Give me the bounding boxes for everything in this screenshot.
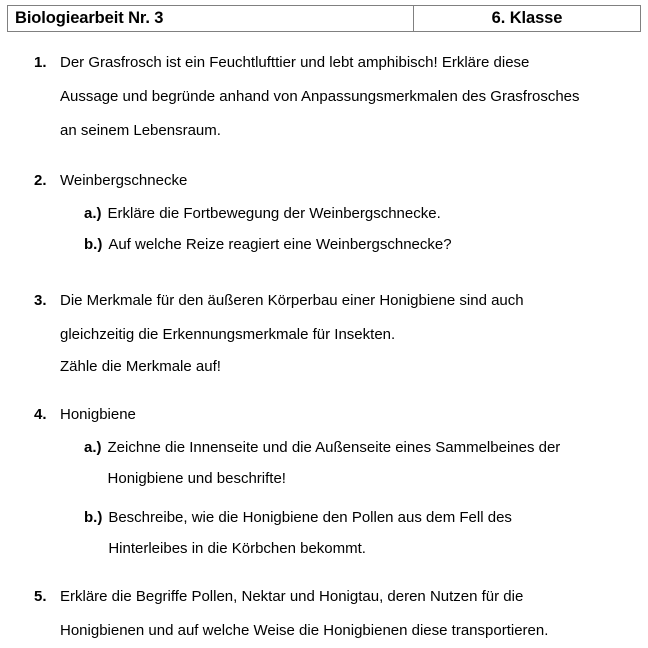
subitem-2a: [84, 198, 648, 229]
question-item-2: [0, 164, 648, 260]
subitem-text: [108, 502, 648, 564]
question-item-3: [0, 284, 648, 382]
spacer: [0, 148, 648, 164]
question-line: gleichzeitig die Erkennungsmerkmale für Insekten.: [60, 326, 396, 343]
question-item-5: [0, 580, 648, 648]
question-number-4: 4.: [34, 406, 47, 423]
subitem-line: Auf welche Reize reagiert eine Weinbergschnecke?: [108, 236, 452, 253]
question-line: Aussage und begründe anhand von Anpassungsmerkmalen des Grasfrosches: [60, 88, 580, 105]
subitem-4a: [84, 432, 648, 494]
subitem-label: b.): [84, 509, 103, 526]
spacer: [0, 564, 648, 580]
question-line: an seinem Lebensraum.: [60, 122, 221, 139]
question-line: Zähle die Merkmale auf!: [60, 358, 221, 375]
subitem-line: Zeichne die Innenseite und die Außenseite eines Sammelbeines der: [107, 439, 561, 456]
question-item-1: [0, 46, 648, 148]
question-line: Weinbergschnecke: [60, 172, 188, 189]
header-cell-subject: [8, 6, 413, 31]
worksheet-header-table: [7, 5, 641, 32]
question-line: Erkläre die Begriffe Pollen, Nektar und Honigtau, deren Nutzen für die: [60, 588, 524, 605]
subitem-text: [108, 198, 648, 229]
subitem-line: Honigbiene und beschrifte!: [107, 470, 286, 487]
subitem-2b: [84, 229, 648, 260]
subitem-text: [108, 229, 648, 260]
worksheet-grade: 6. Klasse: [491, 9, 563, 27]
question-text-4: [60, 398, 648, 432]
question-list: [0, 46, 648, 648]
spacer: [0, 260, 648, 284]
subitem-label: a.): [84, 439, 102, 456]
question-text-2: [60, 164, 648, 198]
subitem-line: Erkläre die Fortbewegung der Weinbergschnecke.: [107, 205, 441, 222]
question-item-4: [0, 398, 648, 564]
question-number-2: 2.: [34, 172, 47, 189]
subitem-4b: [84, 502, 648, 564]
question-number-3: 3.: [34, 292, 47, 309]
subitem-label: a.): [84, 205, 102, 222]
question-line: Der Grasfrosch ist ein Feuchtlufttier und lebt amphibisch! Erkläre diese: [60, 54, 530, 71]
spacer: [0, 494, 648, 502]
subitem-label: b.): [84, 236, 103, 253]
header-cell-grade: [413, 6, 640, 31]
subitem-text: [108, 432, 648, 494]
question-text-5: [60, 580, 648, 648]
worksheet-title: Biologiearbeit Nr. 3: [15, 9, 164, 27]
question-number-5: 5.: [34, 588, 47, 605]
question-text-1: [60, 46, 648, 148]
question-line: Honigbienen und auf welche Weise die Honigbienen diese transportieren.: [60, 622, 549, 639]
spacer: [0, 382, 648, 398]
question-line: Honigbiene: [60, 406, 136, 423]
question-text-3: [60, 284, 648, 382]
subitem-line: Hinterleibes in die Körbchen bekommt.: [108, 540, 366, 557]
question-line: Die Merkmale für den äußeren Körperbau einer Honigbiene sind auch: [60, 292, 524, 309]
subitem-line: Beschreibe, wie die Honigbiene den Pollen aus dem Fell des: [108, 509, 512, 526]
question-number-1: 1.: [34, 54, 47, 71]
